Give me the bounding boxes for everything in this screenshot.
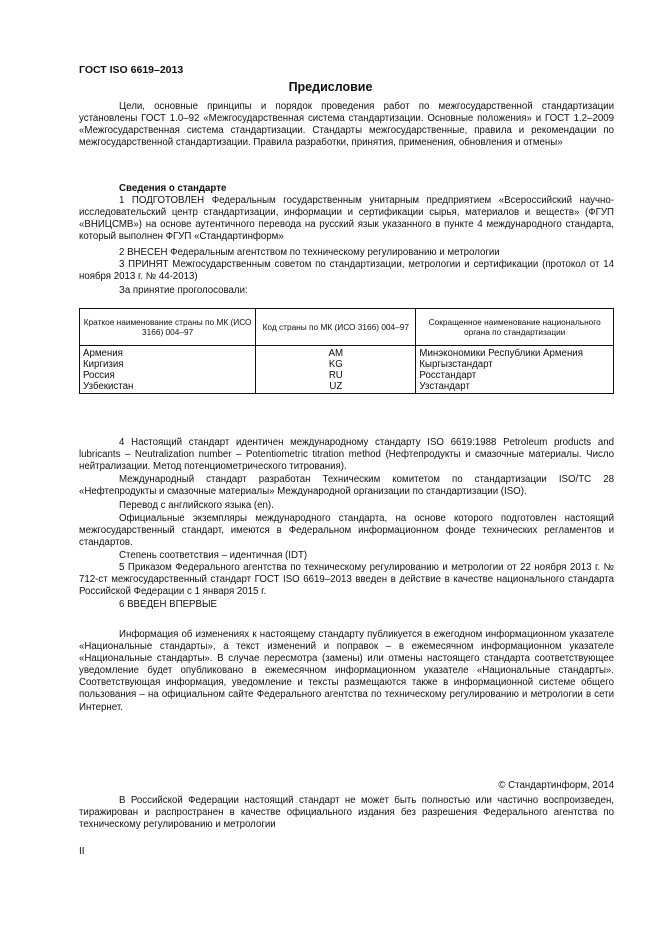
page-title: Предисловие (288, 80, 373, 94)
table-header-row (80, 309, 614, 346)
item-4-paragraph: 4 Настоящий стандарт идентичен международному стандарту ISO 6619:1988 Petroleum products and lubricants – Neutralization number – Potentiometric titration method (Нефтепродукты и смазочные материалы. Число нейтрализации. Метод потенциометрического титрования). (79, 437, 614, 473)
table-row (80, 381, 614, 394)
table-cell-body: Кыргызстандарт (416, 359, 614, 370)
copyright: © Стандартинформ, 2014 (498, 780, 614, 791)
info-heading: Сведения о стандарте (119, 183, 227, 194)
table-header-country: Краткое наименование страны по МК (ИСО 3166) 004–97 (80, 309, 256, 346)
intro-paragraph: Цели, основные принципы и порядок проведения работ по межгосударственной стандартизации установлены ГОСТ 1.0–92 «Межгосударственная система стандартизации. Основные положения» и ГОСТ 1.2–2009 «Межгосударственная система стандартизации. Стандарты межгосударственные, правила и рекомендации по межгосударственной стандартизации. Правила разработки, принятия, применения, обновления и отмены» (79, 101, 614, 149)
notice-paragraph: Информация об изменениях к настоящему стандарту публикуется в ежегодном информационном указателе «Национальные стандарты», а текст изменений и поправок – в ежемесячном информационном указателе «Национальные стандарты». В случае пересмотра (замены) или отмены настоящего стандарта соответствующее уведомление будет опубликовано в ежемесячном информационном указателе «Национальные стандарты». Соответствующая информация, уведомление и тексты размещаются также в информационной системе общего пользования – на официальном сайте Федерального агентства по техническому регулированию и метрологии в сети Интернет. (79, 629, 614, 713)
document-code: ГОСТ ISO 6619–2013 (79, 64, 184, 76)
info-item-1: 1 ПОДГОТОВЛЕН Федеральным государственным унитарным предприятием «Всероссийский научно-исследовательский центр стандартизации, информации и сертификации сырья, материалов и веществ» (ФГУП «ВНИЦСМВ») на основе аутентичного перевода на русский язык указанного в пункте 4 международного стандарта, который выполнен ФГУП «Стандартинформ» (79, 195, 614, 243)
table-cell-code: UZ (256, 381, 416, 394)
legal-paragraph: В Российской Федерации настоящий стандарт не может быть полностью или частично воспроизведен, тиражирован и распространен в качестве официального издания без разрешения Федерального агентства по техническому регулированию и метрологии (79, 795, 614, 831)
voting-table (79, 308, 614, 394)
item-6-paragraph: 6 ВВЕДЕН ВПЕРВЫЕ (119, 599, 218, 610)
table-cell-code: AM (256, 346, 416, 360)
translation-paragraph: Перевод с английского языка (en). (119, 500, 274, 511)
table-row (80, 359, 614, 370)
iso-committee-paragraph: Международный стандарт разработан Техническим комитетом по стандартизации ISO/TC 28 «Нефтепродукты и смазочные материалы» Международной организации по стандартизации (ISO). (79, 474, 614, 498)
item-5-paragraph: 5 Приказом Федерального агентства по техническому регулированию и метрологии от 22 ноября 2013 г. № 712-ст межгосударственный стандарт ГОСТ ISO 6619–2013 введен в действие в качестве национального стандарта Российской Федерации с 1 января 2015 г. (79, 562, 614, 598)
table-cell-code: KG (256, 359, 416, 370)
table-cell-body: Узстандарт (416, 381, 614, 394)
table-row (80, 370, 614, 381)
page-number: II (79, 846, 85, 857)
table-header-body: Сокращенное наименование национального органа по стандартизации (416, 309, 614, 346)
info-item-3: 3 ПРИНЯТ Межгосударственным советом по стандартизации, метрологии и сертификации (протокол от 14 ноября 2013 г. № 44-2013) (79, 259, 614, 283)
table-cell-country: Киргизия (80, 359, 256, 370)
table-cell-country: Армения (80, 346, 256, 360)
voted-label: За принятие проголосовали: (119, 285, 248, 296)
conformity-paragraph: Степень соответствия – идентичная (IDT) (119, 550, 308, 561)
info-item-2: 2 ВНЕСЕН Федеральным агентством по техническому регулированию и метрологии (119, 247, 500, 258)
table-header-code: Код страны по МК (ИСО 3166) 004–97 (256, 309, 416, 346)
table-cell-body: Росстандарт (416, 370, 614, 381)
table-cell-country: Россия (80, 370, 256, 381)
table-row (80, 346, 614, 360)
table-cell-code: RU (256, 370, 416, 381)
official-copies-paragraph: Официальные экземпляры международного стандарта, на основе которого подготовлен настоящий межгосударственный стандарт, имеются в Федеральном информационном фонде технических регламентов и стандартов. (79, 513, 614, 549)
table-cell-country: Узбекистан (80, 381, 256, 394)
table-cell-body: Минэкономики Республики Армения (416, 346, 614, 360)
